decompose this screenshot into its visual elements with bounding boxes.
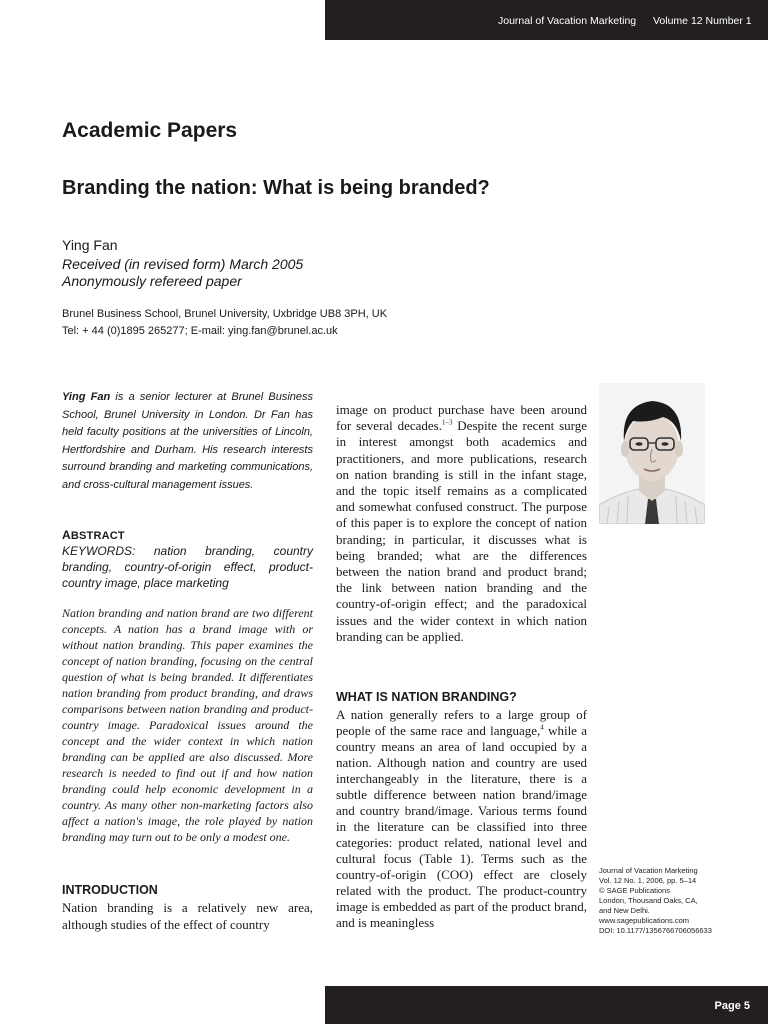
author-affiliation: Brunel Business School, Brunel University, Uxbridge UB8 3PH, UK [62,308,388,320]
author-portrait-image [599,383,705,524]
author-photo [599,383,705,524]
received-date: Received (in revised form) March 2005 [62,256,304,272]
keywords: KEYWORDS: nation branding, country branding, country-of-origin effect, product-country image, place marketing [62,544,313,590]
introduction-heading: INTRODUCTION [62,883,158,897]
abstract-heading: ABSTRACT [62,528,125,542]
introduction-text: Nation branding is a relatively new area, although studies of the effect of country [62,900,313,932]
author-bio [62,389,313,494]
abstract-text: Nation branding and nation brand are two different concepts. A nation has a brand image with or without nation branding. This paper examines the concept of nation branding, focusing on the central question of what is being branded. It differentiates nation branding from product branding, and draws comparisons between nation branding and product-country image. Paradoxical issues around the concept and the wider context in which nation branding can be applied are also discussed. More research is needed to find out if and how nation branding could help economic development in a country. As many other non-marketing factors also affect a nation's image, the role played by nation branding may turn out to be only a modest one. [62,606,313,844]
journal-name: Journal of Vacation Marketing [498,15,637,27]
referee-status: Anonymously refereed paper [62,273,242,289]
citation-superscript: 1–3 [441,418,453,427]
page-number: Page 5 [714,1000,750,1012]
author-name: Ying Fan [62,237,118,253]
column2-paragraph: image on product purchase have been around for several decades.$^{1-3}$ Despite the recent surge in interest amongst both academics and practitioners, and more publications, research on nation branding is still in the infant stage, and the topic itself remains as a complicated and somewhat confused construct. The purpose of this paper is to explore the concept of nation branding; in particular, it discusses what is being branded; what are the differences between the nation brand and product brand; the link between nation branding and the country-of-origin effect; and the paradoxical issues and the wider context in which nation branding can be applied. [336,402,587,644]
paper-title: Branding the nation: What is being branded? [62,177,490,199]
nation-branding-text: A nation generally refers to a large group of people of the same race and language,$^4$ while a country means an area of land occupied by a nation. Although nation and country are used interchangeably in the literature, there is a subtle difference between nation brand/image and country brand/image. Various terms found in the literature can be classified into three categories: product related, national level and cultural focus (Table 1). Terms such as the country-of-origin (COO) effect are closely related with the product. The product-country image is embedded as part of the product brand, and is meaningless [336,707,587,930]
bio-name: Ying Fan [62,391,111,403]
author-contact: Tel: + 44 (0)1895 265277; E-mail: ying.fan@brunel.ac.uk [62,325,338,337]
volume-number: Volume 12 Number 1 [653,15,752,27]
citation-superscript: 4 [540,723,544,732]
section-heading-nation-branding: WHAT IS NATION BRANDING? [336,690,517,704]
footer-bar [325,986,768,1024]
bio-text: is a senior lecturer at Brunel Business School, Brunel University in London. Dr Fan has held faculty positions at the universities of Lincoln, Hertfordshire and Durham. His research interests surround branding and marketing communications, and cross-cultural management issues. [62,391,313,491]
section-label: Academic Papers [62,119,238,142]
publication-note: Journal of Vacation Marketing Vol. 12 No. 1, 2006, pp. 5–14 © SAGE Publications London, Thousand Oaks, CA, and New Delhi. www.sagepublications.com DOI: 10.1177/1356766706056633 [599,866,712,935]
journal-header-bar [325,0,768,40]
